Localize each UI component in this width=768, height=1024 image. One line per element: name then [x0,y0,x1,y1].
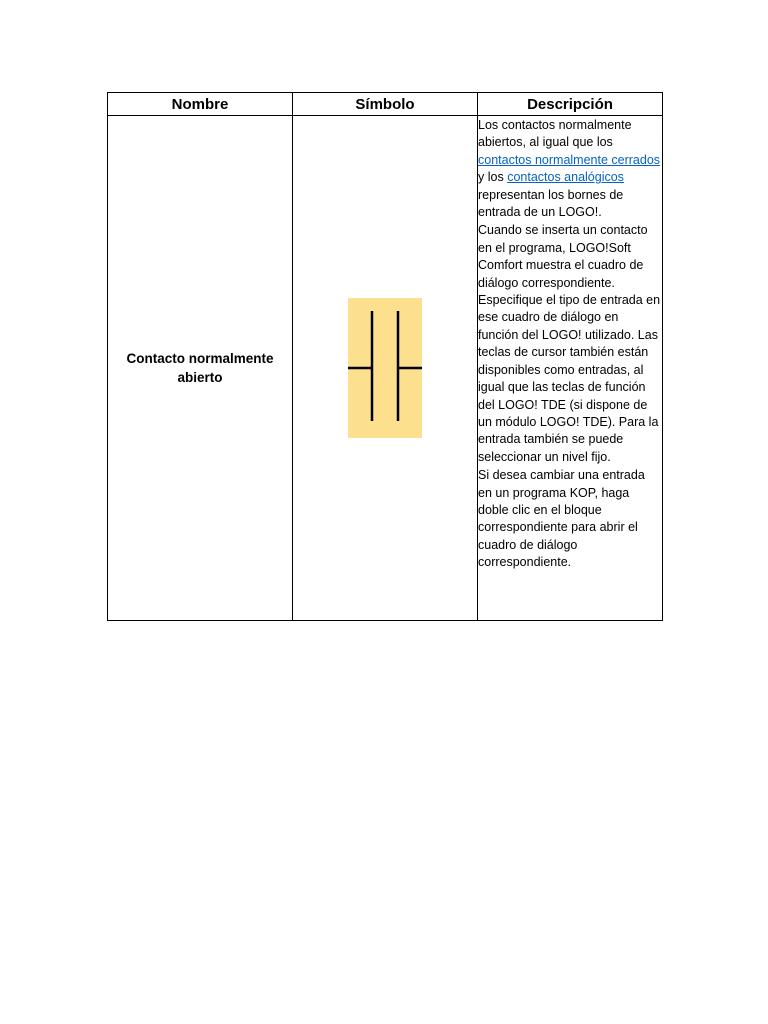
contact-name: Contacto normalmente abierto [126,351,274,385]
desc-text-3: representan los bornes de entrada de un LOGO!. [478,187,624,220]
header-nombre: Nombre [108,93,293,116]
name-cell [108,116,293,621]
table-row [108,116,663,621]
description-paragraph-3: Si desea cambiar una entrada en un programa KOP, haga doble clic en el bloque correspondiente para abrir el cuadro de diálogo correspondiente. [478,468,645,570]
description-cell [478,116,663,621]
link-contactos-analogicos[interactable]: contactos analógicos [507,170,624,185]
header-simbolo: Símbolo [293,93,478,116]
header-descripcion: Descripción [478,93,663,116]
link-contactos-normalmente-cerrados[interactable]: contactos normalmente cerrados [478,152,661,167]
desc-text-1: Los contactos normalmente abiertos, al igual que los [478,118,632,150]
description-paragraph-1 [478,116,662,221]
contact-symbol-svg [348,298,422,438]
desc-text-2: y los [478,170,508,185]
symbol-table [107,92,663,621]
description-paragraph-2: Cuando se inserta un contacto en el programa, LOGO!Soft Comfort muestra el cuadro de diálogo correspondiente. Especifique el tipo de entrada en ese cuadro de diálogo en función del LOGO! utilizado. Las teclas de cursor también están disponibles como entradas, al igual que las teclas de función del LOGO! TDE (si dispone de un módulo LOGO! TDE). Para la entrada también se puede seleccionar un nivel fijo. [478,223,661,464]
symbol-cell [293,116,478,621]
table-header-row [108,93,663,116]
normally-open-contact-icon [348,298,422,438]
